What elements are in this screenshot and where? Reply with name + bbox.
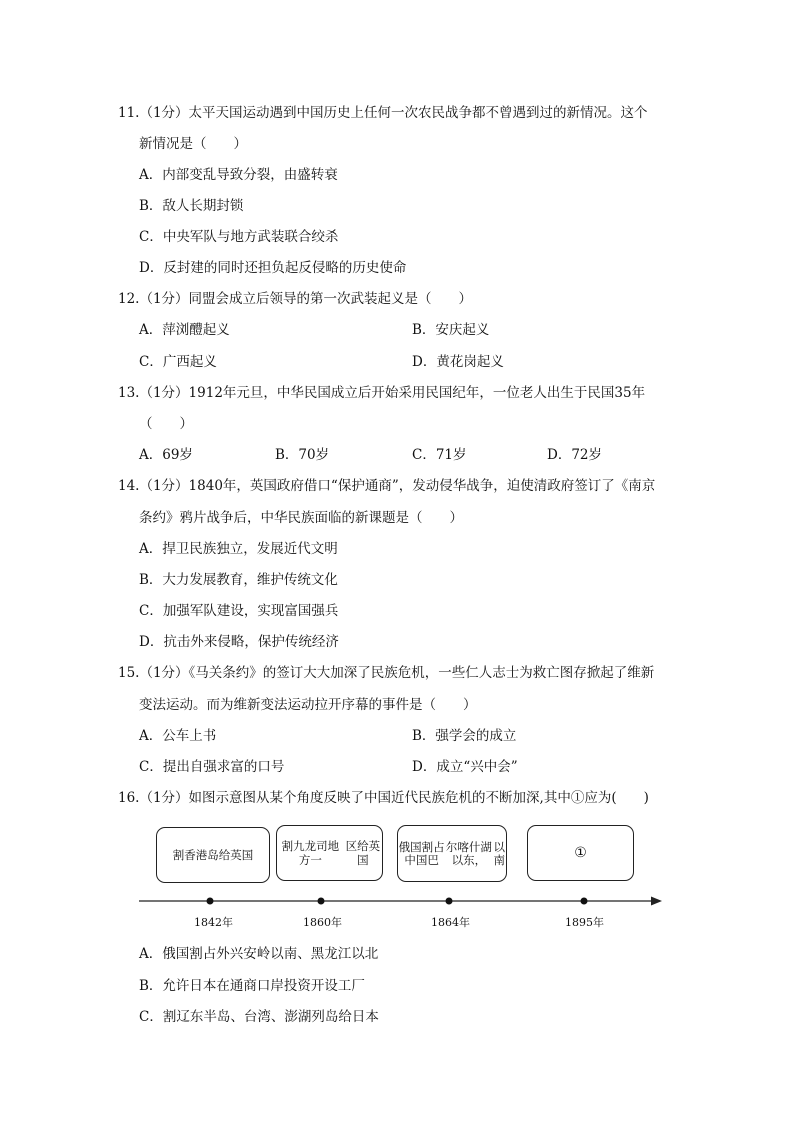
q15-stem-line1: 15.（1分）《马关条约》的签订大大加深了民族危机，一些仁人志士为救亡图存掀起了维新	[118, 665, 655, 681]
q11-option-c: C．中央军队与地方武装联合绞杀	[139, 229, 339, 245]
timeline-dot-1864	[446, 898, 453, 905]
timeline-dot-1860	[318, 898, 325, 905]
timeline-box-1842-line1: 割香港岛给英国	[172, 848, 254, 862]
timeline-year-1864: 1864年	[431, 916, 470, 929]
timeline-dot-1895	[581, 898, 588, 905]
q13-option-a: A．69岁	[139, 447, 193, 463]
q13-option-c: C．71岁	[412, 447, 467, 463]
q12-stem: 12.（1分）同盟会成立后领导的第一次武装起义是（ ）	[118, 291, 473, 307]
q16-option-b: B．允许日本在通商口岸投资开设工厂	[139, 978, 365, 994]
q16-stem: 16.（1分）如图示意图从某个角度反映了中国近代民族危机的不断加深,其中①应为( )	[118, 790, 649, 806]
q15-stem-line2: 变法运动。而为维新变法运动拉开序幕的事件是（ ）	[139, 697, 477, 713]
timeline-dot-1842	[207, 898, 214, 905]
q12-option-a: A．萍浏醴起义	[139, 322, 230, 338]
q13-stem-line1: 13.（1分）1912年元旦，中华民国成立后开始采用民国纪年，一位老人出生于民国35年	[118, 385, 646, 401]
timeline-box-1864-line3: 以南	[493, 839, 505, 867]
q14-option-c: C．加强军队建设，实现富国强兵	[139, 603, 339, 619]
timeline-arrowhead	[651, 897, 662, 906]
q14-stem-line2: 条约》鸦片战争后，中华民族面临的新课题是（ ）	[139, 510, 463, 526]
q11-option-a: A．内部变乱导致分裂，由盛转衰	[139, 167, 338, 183]
timeline-year-1895: 1895年	[565, 916, 604, 929]
timeline-box-1860-line1: 割九龙司地方一	[281, 839, 340, 867]
q12-option-c: C．广西起义	[139, 354, 217, 370]
q11-option-d: D．反封建的同时还担负起反侵略的历史使命	[139, 260, 407, 276]
q15-option-b: B．强学会的成立	[412, 728, 517, 744]
q15-option-c: C．提出自强求富的口号	[139, 759, 285, 775]
q14-stem-line1: 14.（1分）1840年，英国政府借口“保护通商”，发动侵华战争，迫使清政府签订了《南京	[118, 478, 656, 494]
q11-stem-line1: 11.（1分）太平天国运动遇到中国历史上任何一次农民战争都不曾遇到过的新情况。这个	[118, 105, 648, 121]
q16-option-a: A．俄国割占外兴安岭以南、黑龙江以北	[139, 946, 379, 962]
q11-stem-line2: 新情况是（ ）	[139, 136, 247, 152]
q15-option-d: D．成立“兴中会”	[412, 759, 518, 775]
q13-stem-line2: （ ）	[139, 416, 193, 432]
q16-option-c: C．割辽东半岛、台湾、澎湖列岛给日本	[139, 1009, 379, 1025]
q15-option-a: A．公车上书	[139, 728, 217, 744]
q13-option-b: B．70岁	[275, 447, 330, 463]
timeline-year-1842: 1842年	[194, 916, 233, 929]
q14-option-d: D．抗击外来侵略，保护传统经济	[139, 634, 339, 650]
timeline-box-1860-line2: 区给英国	[345, 839, 381, 867]
q12-option-b: B．安庆起义	[412, 322, 490, 338]
timeline-box-blank-label: ①	[574, 845, 587, 861]
q14-option-a: A．捍卫民族独立，发展近代文明	[139, 541, 338, 557]
q13-option-d: D．72岁	[547, 447, 603, 463]
timeline-box-1864-line1: 俄国割占中国巴	[398, 839, 445, 867]
q14-option-b: B．大力发展教育，维护传统文化	[139, 572, 338, 588]
timeline-year-1860: 1860年	[303, 916, 342, 929]
q11-option-b: B．敌人长期封锁	[139, 198, 244, 214]
timeline-box-1864-line2: 尔喀什湖以东，	[445, 839, 492, 867]
q12-option-d: D．黄花岗起义	[412, 354, 504, 370]
